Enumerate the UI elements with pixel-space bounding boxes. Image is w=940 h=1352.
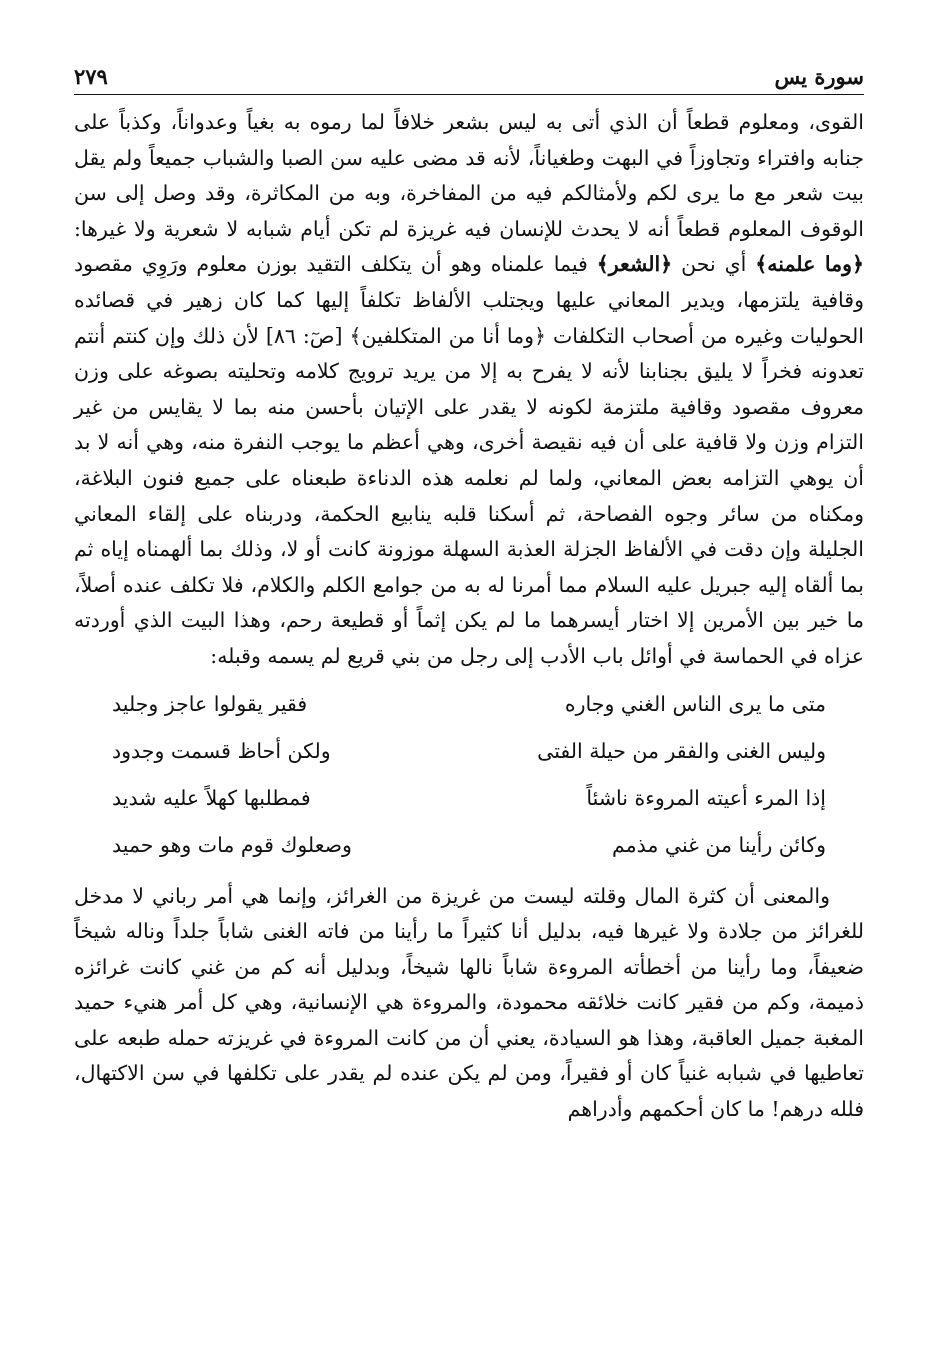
verse-second-hemistich: فمطلبها كهلاً عليه شديد: [112, 785, 311, 810]
verse-second-hemistich: ولكن أحاظ قسمت وجدود: [112, 738, 331, 763]
verse-second-hemistich: فقير يقولوا عاجز وجليد: [112, 691, 308, 716]
quran-quote-2: ﴿الشعر﴾: [596, 252, 673, 277]
paragraph-1-part-2: أي نحن: [681, 252, 747, 277]
running-title: سورة يس: [774, 64, 864, 89]
paragraph-1: [74, 105, 864, 675]
poem-verse: [112, 728, 826, 775]
paragraph-1-part-1: القوى، ومعلوم قطعاً أن الذي أتى به ليس بشعر خلافاً لما رموه به بغياً وعدواناً، وكذباً على جنابه وافتراء وتجاوزاً في البهت وطغياناً، لأنه قد مضى عليه سن الصبا والشباب جميعاً ولم يقل بيت شعر مع ما يرى لكم ولأمثالكم فيه من المفاخرة، وبه من المكاثرة، وقد وصل إلى سن الوقوف المعلوم قطعاً أنه لا يحدث للإنسان فيه غريزة لم تكن أيام شبابه لا شعرية ولا غيرها:: [74, 110, 864, 241]
poem-verse: [112, 775, 826, 822]
poem: [112, 681, 826, 869]
paragraph-1-part-3: فيما علمناه وهو أن يتكلف التقيد بوزن معلوم ورَوِي مقصود وقافية يلتزمها، ويدير المعاني عليها ويجتلب الألفاظ تكلفاً إليها كما كان زهير في قصائده الحوليات وغيره من أصحاب التكلفات ﴿وما أنا من المتكلفين﴾ [صٓ: ٨٦] لأن ذلك وإن كنتم أنتم تعدونه فخراً لا يليق بجنابنا لأنه لا يفرح به إلا من يريد ترويج كلامه وتحليته بصوغه على وزن معروف مقصود وقافية ملتزمة لكونه لا يقدر على الإتيان بأحسن منه بما لا يقايس من غير التزام وزن ولا قافية على أن فيه نقيصة أخرى، وهي أعظم ما يوجب النفرة منه، وهي أنه لا بد أن يوهي التزامه بعض المعاني، ولما لم نعلمه هذه الدناءة طبعناه على جميع فنون البلاغة، ومكناه من سائر وجوه الفصاحة، ثم أسكنا قلبه ينابيع الحكمة، ودربناه على إلقاء المعاني الجليلة وإن دقت في الألفاظ الجزلة العذبة السهلة موزونة كانت أو لا، وذلك بما ألهمناه إياه ثم بما ألقاه إليه جبريل عليه السلام مما أمرنا له به من جوامع الكلم والكلام، فلا تكلف عنده أصلاً، ما خير بين الأمرين إلا اختار أيسرهما ما لم يكن إثماً أو قطيعة رحم، وهذا البيت الذي أوردته عزاه في الحماسة في أوائل باب الأدب إلى رجل من بني قريع لم يسمه وقبله:: [74, 252, 864, 668]
verse-first-hemistich: إذا المرء أعيته المروءة ناشئاً: [586, 785, 826, 810]
main-text: [74, 105, 864, 675]
verse-first-hemistich: وليس الغنى والفقر من حيلة الفتى: [537, 738, 826, 763]
verse-first-hemistich: متى ما يرى الناس الغني وجاره: [564, 691, 826, 716]
quran-quote-1: ﴿وما علمنه﴾: [755, 252, 864, 277]
poem-verse: [112, 822, 826, 869]
poem-verse: [112, 681, 826, 728]
book-page: [74, 60, 864, 1332]
page-header: [74, 60, 864, 95]
commentary-text: [74, 879, 864, 1128]
paragraph-2: والمعنى أن كثرة المال وقلته ليست من غريزة من الغرائز، وإنما هي أمر رباني لا مدخل للغرائز من جلادة ولا غيرها فيه، بدليل أنا كثيراً ما رأينا من فاته الغنى شاباً جلداً وناله شيخاً ضعيفاً، وما رأينا من أخطأته المروءة شاباً نالها شيخاً، وبدليل أنه كم من غني كانت غرائزه ذميمة، وكم من فقير كانت خلائقه محمودة، والمروءة هي الإنسانية، وهي كل أمر هنيء حميد المغبة جميل العاقبة، وهذا هو السيادة، يعني أن من كانت المروءة في غريزته حمله طبعه على تعاطيها في شبابه غنياً كان أو فقيراً، ومن لم يكن عنده لم يقدر على تكلفها في سن الاكتهال، فلله درهم! ما كان أحكمهم وأدراهم: [74, 883, 864, 1122]
verse-second-hemistich: وصعلوك قوم مات وهو حميد: [112, 832, 352, 857]
page-number: ٢٧٩: [74, 64, 108, 89]
verse-first-hemistich: وكائن رأينا من غني مذمم: [612, 832, 826, 857]
